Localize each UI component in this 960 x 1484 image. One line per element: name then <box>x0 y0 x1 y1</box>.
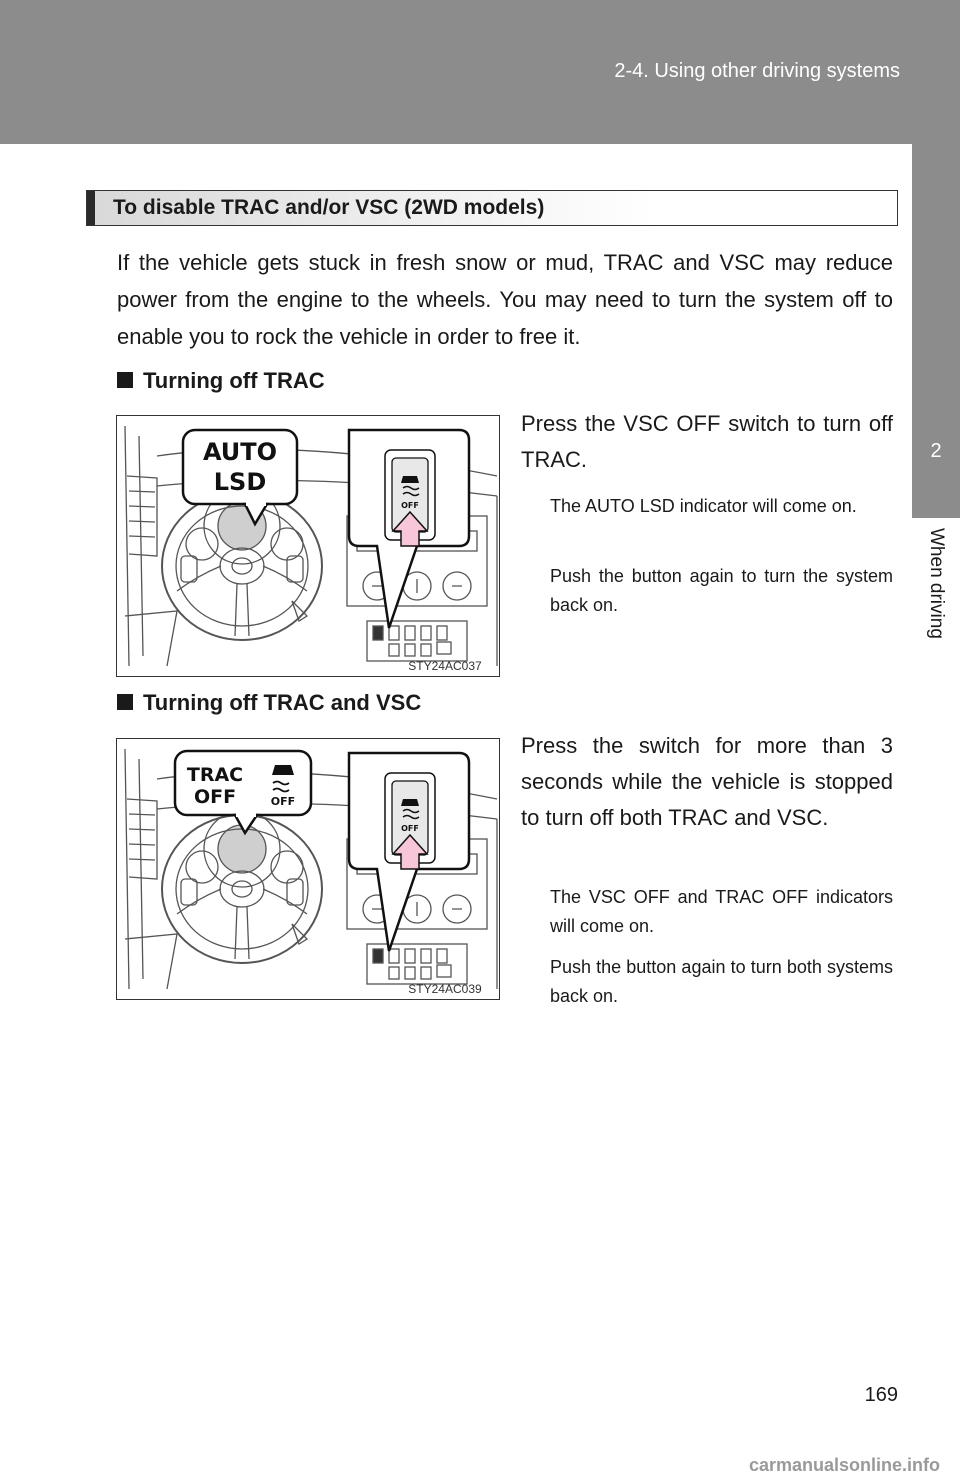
section-title-box <box>86 190 898 226</box>
figure-code: STY24AC037 <box>408 659 482 673</box>
vsc-car-icon <box>401 476 419 483</box>
callout-label-line2: LSD <box>213 468 267 496</box>
chapter-number-tab <box>912 144 960 518</box>
vsc-car-icon <box>272 765 294 775</box>
subsection-heading-trac <box>117 368 325 394</box>
chapter-title: When driving <box>926 528 947 639</box>
callout-label-line1: AUTO <box>202 438 278 466</box>
note-trac-2: Push the button again to turn the system back on. <box>550 566 893 615</box>
subsection-heading-text: Turning off TRAC <box>143 368 325 393</box>
figure-trac-vsc-off <box>116 738 500 1000</box>
chapter-label-tab <box>912 518 960 678</box>
subsection-heading-text: Turning off TRAC and VSC <box>143 690 422 715</box>
switch-off-text: OFF <box>401 501 419 510</box>
dashboard-illustration <box>117 416 500 677</box>
header-section-title: 2-4. Using other driving systems <box>614 60 900 82</box>
callout-label-line1: TRAC <box>186 764 244 786</box>
note-trac-vsc-2: Push the button again to turn both systems back on. <box>550 957 893 1006</box>
switch-off-text: OFF <box>401 824 419 833</box>
callout-icon-off-text: OFF <box>270 795 296 808</box>
figure-code: STY24AC039 <box>408 982 482 996</box>
note-trac-vsc-1: The VSC OFF and TRAC OFF indicators will come on. <box>550 887 893 936</box>
square-bullet-icon <box>117 694 133 710</box>
trac-off-callout <box>175 751 311 833</box>
figure-trac-off <box>116 415 500 677</box>
page-header <box>0 0 960 144</box>
intro-paragraph: If the vehicle gets stuck in fresh snow or mud, TRAC and VSC may reduce power from the engine to the wheels. You may need to turn the system off to enable you to rock the vehicle in order to free it. <box>117 250 893 349</box>
footer-watermark: carmanualsonline.info <box>748 1455 940 1475</box>
page-number: 169 <box>864 1384 898 1406</box>
instruction-trac: Press the VSC OFF switch to turn off TRAC. <box>521 411 893 472</box>
vsc-car-icon <box>401 799 419 806</box>
chapter-number: 2 <box>930 440 942 462</box>
section-title-bar <box>87 191 95 225</box>
section-title: To disable TRAC and/or VSC (2WD models) <box>113 196 545 219</box>
note-trac-1: The AUTO LSD indicator will come on. <box>550 496 857 516</box>
square-bullet-icon <box>117 372 133 388</box>
subsection-heading-trac-vsc <box>117 690 421 716</box>
instruction-trac-vsc: Press the switch for more than 3 seconds while the vehicle is stopped to turn off both TRAC and VSC. <box>521 733 893 830</box>
callout-label-line2: OFF <box>193 786 237 808</box>
dashboard-illustration <box>117 739 500 1000</box>
